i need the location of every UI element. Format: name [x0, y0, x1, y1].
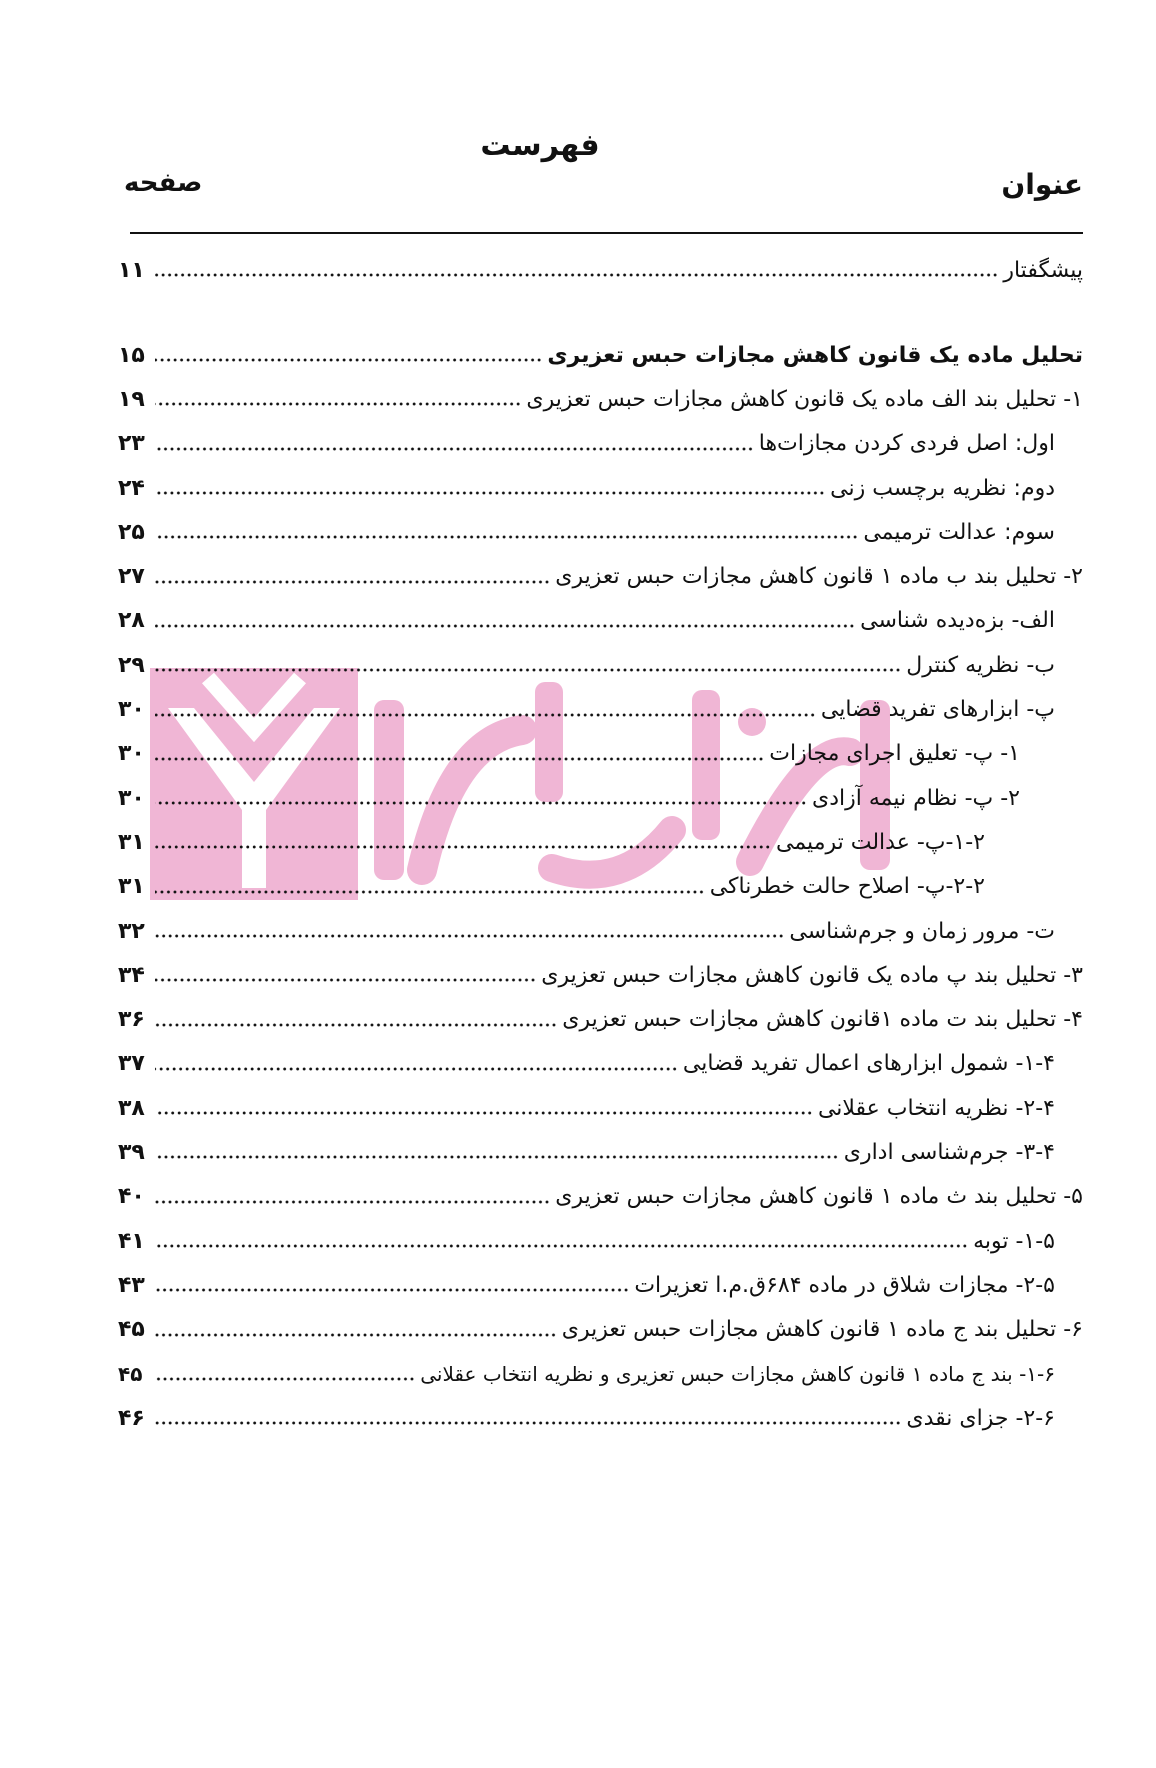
toc-entry — [118, 997, 1083, 1041]
dot-leader — [155, 800, 807, 806]
toc-entry — [118, 909, 1083, 953]
toc-entry-title: اول: اصل فردی کردن مجازات‌ها — [758, 431, 1055, 457]
toc-entry — [118, 1219, 1083, 1263]
toc-entry-page: ۳۱ — [118, 874, 145, 900]
toc-entry-title: الف- بزه‌دیده شناسی — [860, 608, 1055, 634]
dot-leader — [155, 490, 825, 496]
dot-leader — [155, 1110, 813, 1116]
toc-entry-title: ۲-۵- مجازات شلاق در ماده ۶۸۴ق.م.ا تعزیرات — [634, 1272, 1055, 1298]
toc-entry-title: ۱- تحلیل بند الف ماده یک قانون کاهش مجازات حبس تعزیری — [526, 386, 1083, 412]
dot-leader — [155, 667, 901, 673]
toc-entry-title: تحلیل ماده یک قانون کاهش مجازات حبس تعزیری — [547, 342, 1083, 368]
toc-entry-title: ۱-۵- توبه — [973, 1228, 1055, 1254]
toc-entry-title: سوم: عدالت ترمیمی — [863, 519, 1055, 545]
toc-entry-title: ۶- تحلیل بند ج ماده ۱ قانون کاهش مجازات حبس تعزیری — [561, 1317, 1083, 1343]
toc-entry-page: ۱۹ — [118, 386, 145, 412]
toc-entry-title: ۲- پ- نظام نیمه آزادی — [811, 785, 1020, 811]
toc-entry-title: ت- مرور زمان و جرم‌شناسی — [789, 918, 1055, 944]
toc-entry-title: ۲- تحلیل بند ب ماده ۱ قانون کاهش مجازات حبس تعزیری — [555, 564, 1083, 590]
toc-entry-page: ۴۶ — [118, 1405, 145, 1431]
toc-entry-page: ۴۵ — [118, 1317, 145, 1343]
dot-leader — [155, 889, 705, 895]
toc-preface — [118, 248, 1083, 292]
dot-leader — [155, 756, 764, 762]
toc-entry — [118, 953, 1083, 997]
toc-entry-page: ۱۱ — [118, 257, 145, 283]
toc-entry-page: ۳۲ — [118, 918, 145, 944]
toc-entry — [118, 776, 1083, 820]
toc-entry-page: ۳۴ — [118, 962, 145, 988]
dot-leader — [155, 977, 536, 983]
toc-entry-title: دوم: نظریه برچسب زنی — [830, 475, 1055, 501]
toc-entry-page: ۲۵ — [118, 519, 145, 545]
column-header-title: عنوان — [1001, 168, 1083, 201]
toc-entry-page: ۳۷ — [118, 1051, 145, 1077]
toc-entry-title: ۳- تحلیل بند پ ماده یک قانون کاهش مجازات حبس تعزیری — [541, 962, 1083, 988]
toc-entry-page: ۴۱ — [118, 1228, 145, 1254]
toc-entry-page: ۴۵ — [118, 1361, 143, 1386]
toc-entry — [118, 466, 1083, 510]
toc-entry — [118, 1130, 1083, 1174]
toc-entry-title: پیشگفتار — [1003, 257, 1083, 283]
toc-entry-title: ۲-۴- نظریه انتخاب عقلانی — [817, 1095, 1055, 1121]
toc-entry — [118, 510, 1083, 554]
toc-entry-title: ۳-۴- جرم‌شناسی اداری — [843, 1139, 1055, 1165]
toc-entry — [118, 732, 1083, 776]
dot-leader — [155, 1066, 678, 1072]
toc-entry-page: ۴۳ — [118, 1272, 145, 1298]
dot-leader — [155, 1287, 629, 1293]
toc-entry — [118, 643, 1083, 687]
page-title: فهرست — [480, 128, 600, 163]
toc-entry — [118, 554, 1083, 598]
toc-entry-page: ۳۹ — [118, 1139, 145, 1165]
toc-entry-title: ۱-۶- بند ج ماده ۱ قانون کاهش مجازات حبس تعزیری و نظریه انتخاب عقلانی — [420, 1361, 1055, 1386]
toc-entry-page: ۴۰ — [118, 1184, 145, 1210]
toc-entry — [118, 333, 1083, 377]
toc-entry — [118, 377, 1083, 421]
toc-entry-title: ۱- پ- تعلیق اجرای مجازات — [769, 741, 1020, 767]
toc-entry-page: ۳۰ — [118, 785, 145, 811]
dot-leader — [155, 272, 998, 278]
column-header-page: صفحه — [124, 168, 203, 198]
toc-entry-title: ۵- تحلیل بند ث ماده ۱ قانون کاهش مجازات حبس تعزیری — [555, 1184, 1083, 1210]
toc-entry-page: ۲۷ — [118, 564, 145, 590]
toc-entry-page: ۲۹ — [118, 652, 145, 678]
toc-entry-title: ب- نظریه کنترل — [906, 652, 1055, 678]
dot-leader — [155, 1199, 550, 1205]
dot-leader — [155, 357, 542, 363]
dot-leader — [155, 1420, 901, 1426]
toc-entry — [118, 1086, 1083, 1130]
toc-entry — [118, 1263, 1083, 1307]
toc-entry — [118, 687, 1083, 731]
dot-leader — [155, 534, 858, 540]
dot-leader — [155, 446, 754, 452]
dot-leader — [155, 1332, 557, 1338]
dot-leader — [155, 933, 784, 939]
toc-entry-title: ۲-۲-پ- اصلاح حالت خطرناکی — [709, 874, 985, 900]
dot-leader — [155, 712, 816, 718]
dot-leader — [155, 1154, 839, 1160]
toc-entry — [118, 422, 1083, 466]
toc-entry-title: ۲-۶- جزای نقدی — [906, 1405, 1055, 1431]
toc-entry — [118, 865, 1083, 909]
toc-entry — [118, 1175, 1083, 1219]
toc-entry — [118, 248, 1083, 292]
toc-entry — [118, 820, 1083, 864]
toc-entry — [118, 1042, 1083, 1086]
toc-entry — [118, 1308, 1083, 1352]
dot-leader — [155, 579, 550, 585]
dot-leader — [155, 1243, 968, 1249]
toc-entry-page: ۳۸ — [118, 1095, 145, 1121]
toc-entry — [118, 1352, 1083, 1396]
toc-entry-title: ۴- تحلیل بند ت ماده ۱قانون کاهش مجازات حبس تعزیری — [562, 1007, 1083, 1033]
toc-list — [118, 333, 1083, 1440]
toc-entry-title: ۱-۴- شمول ابزارهای اعمال تفرید قضایی — [682, 1051, 1055, 1077]
toc-entry-page: ۳۰ — [118, 697, 145, 723]
toc-entry-page: ۲۸ — [118, 608, 145, 634]
toc-entry-title: پ- ابزارهای تفرید قضایی — [820, 697, 1055, 723]
dot-leader — [155, 623, 855, 629]
toc-entry-page: ۱۵ — [118, 342, 145, 368]
dot-leader — [155, 1376, 415, 1382]
toc-entry-page: ۲۴ — [118, 475, 145, 501]
dot-leader — [155, 844, 771, 850]
toc-entry-page: ۲۳ — [118, 431, 145, 457]
toc-entry-page: ۳۶ — [118, 1007, 145, 1033]
toc-entry-page: ۳۱ — [118, 829, 145, 855]
header-divider — [130, 232, 1083, 234]
toc-entry — [118, 599, 1083, 643]
dot-leader — [155, 401, 521, 407]
toc-entry — [118, 1396, 1083, 1440]
toc-entry-page: ۳۰ — [118, 741, 145, 767]
dot-leader — [155, 1022, 557, 1028]
toc-entry-title: ۱-۲-پ- عدالت ترمیمی — [776, 829, 985, 855]
